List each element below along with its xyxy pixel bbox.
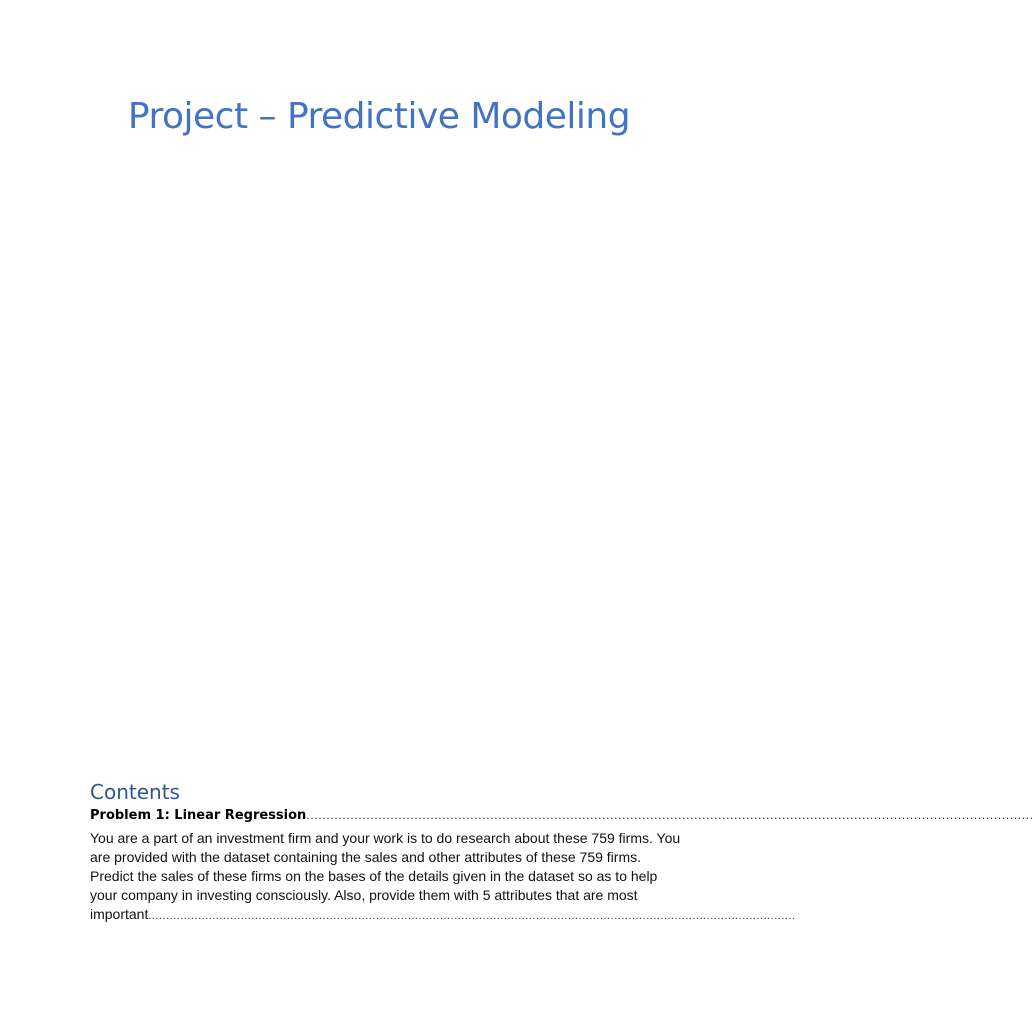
description-line: are provided with the dataset containing the sales and other attributes of these 759 firms.: [90, 849, 641, 865]
page-title: Project – Predictive Modeling: [127, 96, 631, 137]
problem-description: [90, 829, 796, 926]
description-line: important: [90, 906, 149, 922]
description-line: Predict the sales of these firms on the bases of the details given in the dataset so as to help: [90, 868, 658, 884]
description-line: You are a part of an investment firm and your work is to do research about these 759 firms. You: [90, 830, 681, 846]
contents-heading: Contents: [90, 780, 180, 804]
toc-dot-leader: ......................................................................................................................................................................................: [306, 809, 1034, 822]
description-last-line: [90, 905, 796, 926]
toc-entry-label[interactable]: Problem 1: Linear Regression: [90, 808, 307, 823]
toc-entry-problem-1[interactable]: [90, 807, 1034, 824]
description-line: your company in investing consciously. Also, provide them with 5 attributes that are most: [90, 887, 638, 903]
description-dot-leader: ......................................................................................................................................................................................: [148, 910, 796, 922]
